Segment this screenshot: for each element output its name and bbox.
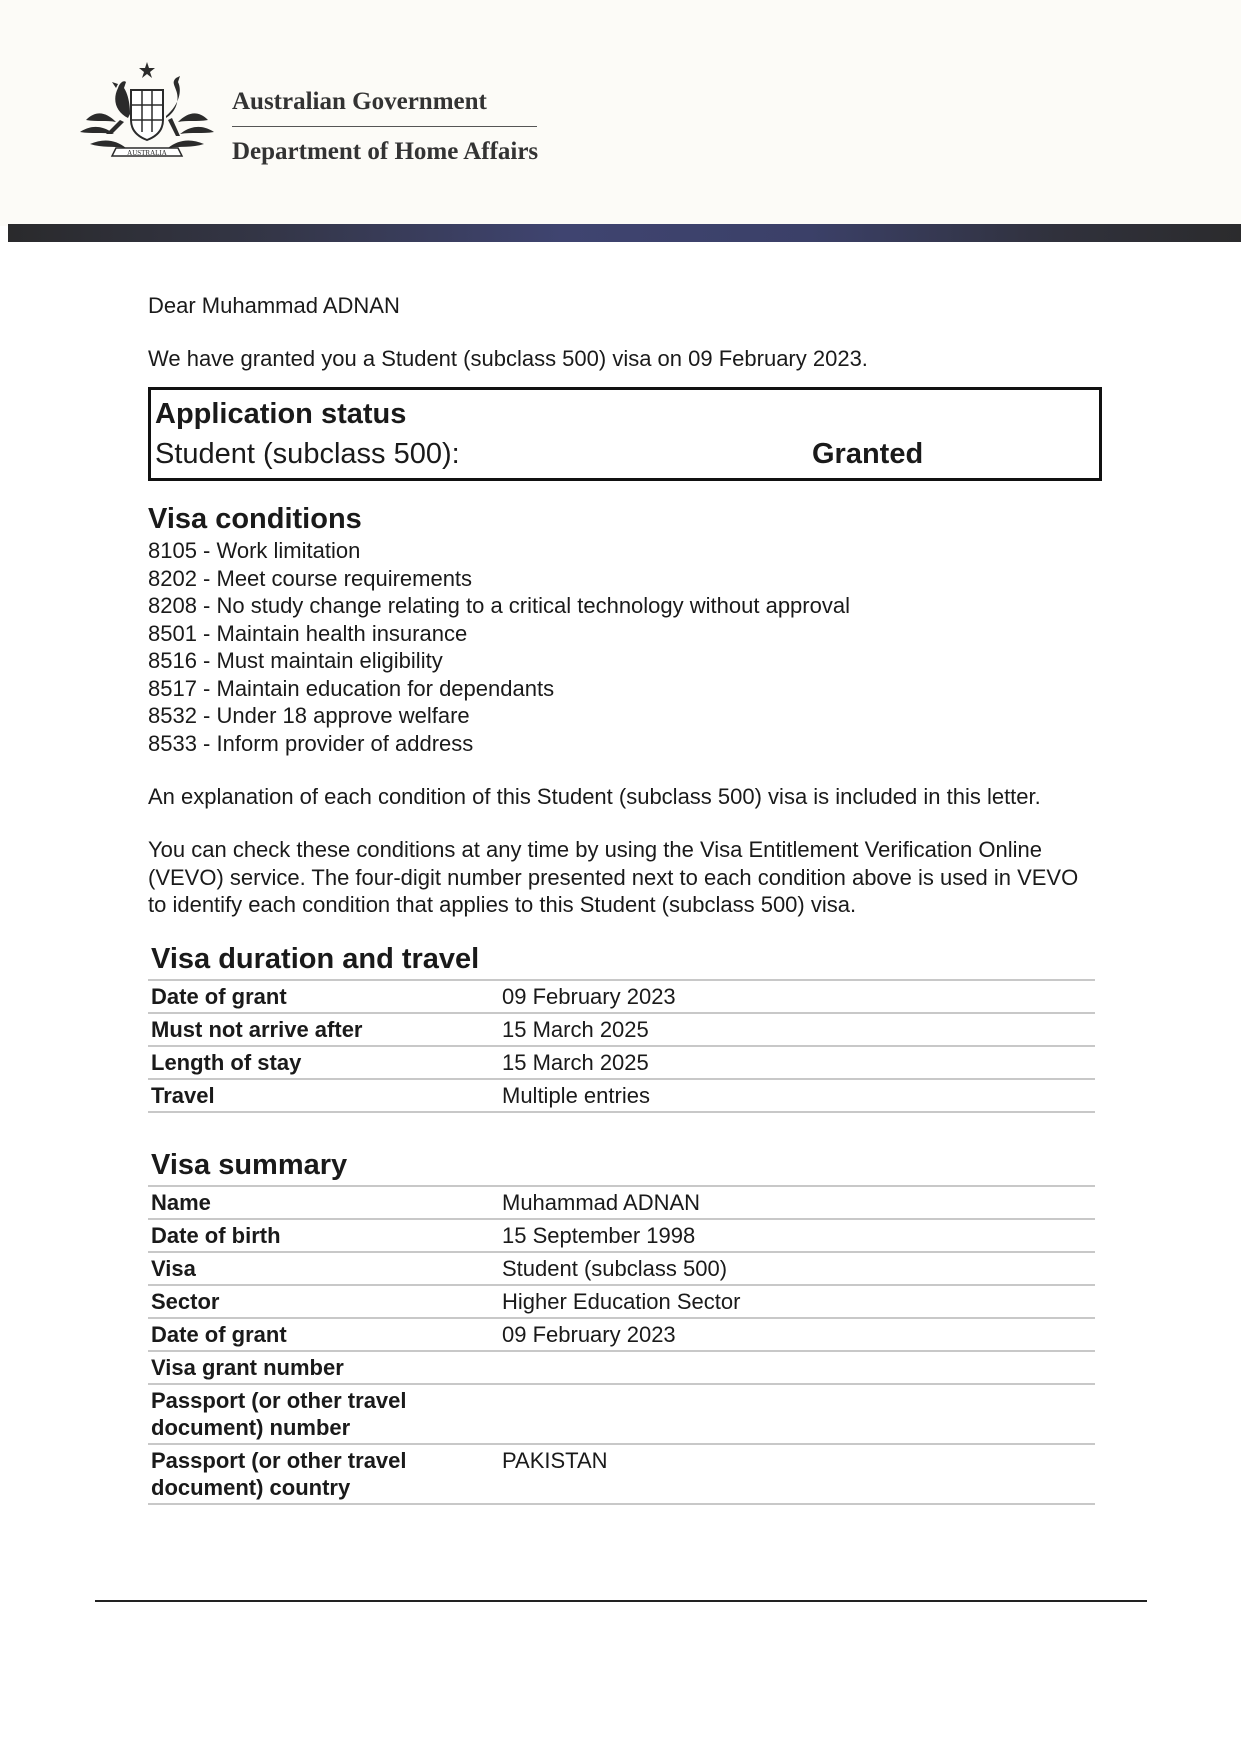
duration-table [148, 979, 1095, 1113]
row-label: Name [151, 1189, 211, 1215]
table-row [148, 1219, 1095, 1252]
condition-item: 8202 - Meet course requirements [148, 565, 473, 591]
condition-item: 8501 - Maintain health insurance [148, 620, 468, 646]
duration-title: Visa duration and travel [151, 942, 480, 975]
application-status-box [148, 387, 1102, 481]
row-label: Length of stay [151, 1049, 302, 1075]
row-value: 09 February 2023 [502, 1321, 676, 1347]
condition-item: 8105 - Work limitation [148, 538, 361, 563]
table-row [148, 1186, 1095, 1219]
department-name: Department of Home Affairs [232, 138, 539, 165]
row-value: Muhammad ADNAN [502, 1189, 701, 1215]
agency-name: Australian Government [232, 88, 487, 115]
table-row [148, 1384, 1095, 1444]
letterhead [0, 0, 1241, 226]
row-label: Visa [151, 1255, 196, 1281]
summary-title: Visa summary [151, 1148, 348, 1181]
table-row [148, 1351, 1095, 1384]
table-row [148, 1079, 1095, 1112]
footer-divider [95, 1600, 1147, 1602]
row-value [499, 1384, 1095, 1444]
letter-body [148, 292, 1098, 1539]
row-label: Date of grant [151, 1321, 287, 1347]
row-value: 15 March 2025 [502, 1049, 649, 1075]
condition-item: 8532 - Under 18 approve welfare [148, 703, 470, 728]
row-value: Student (subclass 500) [502, 1255, 728, 1281]
status-row [155, 434, 1099, 474]
row-label: Passport (or other travel document) number [151, 1387, 407, 1440]
header-band [8, 224, 1241, 242]
conditions-title: Visa conditions [148, 503, 362, 535]
table-row [148, 980, 1095, 1013]
table-row [148, 1318, 1095, 1351]
header-divider [232, 126, 537, 127]
table-row [148, 1046, 1095, 1079]
conditions-list [148, 537, 1098, 757]
row-value: Higher Education Sector [502, 1288, 741, 1314]
summary-table [148, 1185, 1095, 1505]
row-label: Passport (or other travel document) country [151, 1447, 407, 1500]
table-row [148, 1444, 1095, 1504]
coat-of-arms-logo [76, 60, 218, 168]
table-row [148, 1252, 1095, 1285]
row-label: Travel [151, 1082, 215, 1108]
svg-text:AUSTRALIA: AUSTRALIA [127, 149, 167, 157]
row-label: Date of birth [151, 1222, 281, 1248]
condition-item: 8516 - Must maintain eligibility [148, 648, 443, 673]
row-value [499, 1351, 1095, 1384]
row-label: Visa grant number [151, 1354, 344, 1380]
row-value: 09 February 2023 [502, 983, 676, 1009]
condition-item: 8517 - Maintain education for dependants [148, 675, 555, 701]
table-row [148, 1013, 1095, 1046]
row-value: 15 September 1998 [502, 1222, 696, 1248]
row-value: 15 March 2025 [502, 1016, 649, 1042]
row-value: Multiple entries [502, 1082, 650, 1108]
status-value: Granted [812, 438, 924, 470]
grant-intro: We have granted you a Student (subclass 500) visa on 09 February 2023. [148, 346, 868, 371]
vevo-paragraph: You can check these conditions at any time by using the Visa Entitlement Verification Online (VEVO) service. The four-digit number presented next to each condition above is used in VEVO to identify each condition that applies to this Student (subclass 500) visa. [148, 837, 1079, 917]
table-row [148, 1285, 1095, 1318]
row-label: Sector [151, 1288, 220, 1314]
condition-item: 8208 - No study change relating to a critical technology without approval [148, 593, 850, 618]
condition-item: 8533 - Inform provider of address [148, 730, 474, 756]
status-title: Application status [155, 398, 407, 430]
row-label: Date of grant [151, 983, 287, 1009]
greeting: Dear Muhammad ADNAN [148, 293, 400, 318]
row-label: Must not arrive after [151, 1016, 363, 1042]
status-label: Student (subclass 500): [155, 438, 460, 470]
conditions-explanation: An explanation of each condition of this Student (subclass 500) visa is included in this letter. [148, 784, 1041, 809]
row-value: PAKISTAN [502, 1447, 608, 1473]
